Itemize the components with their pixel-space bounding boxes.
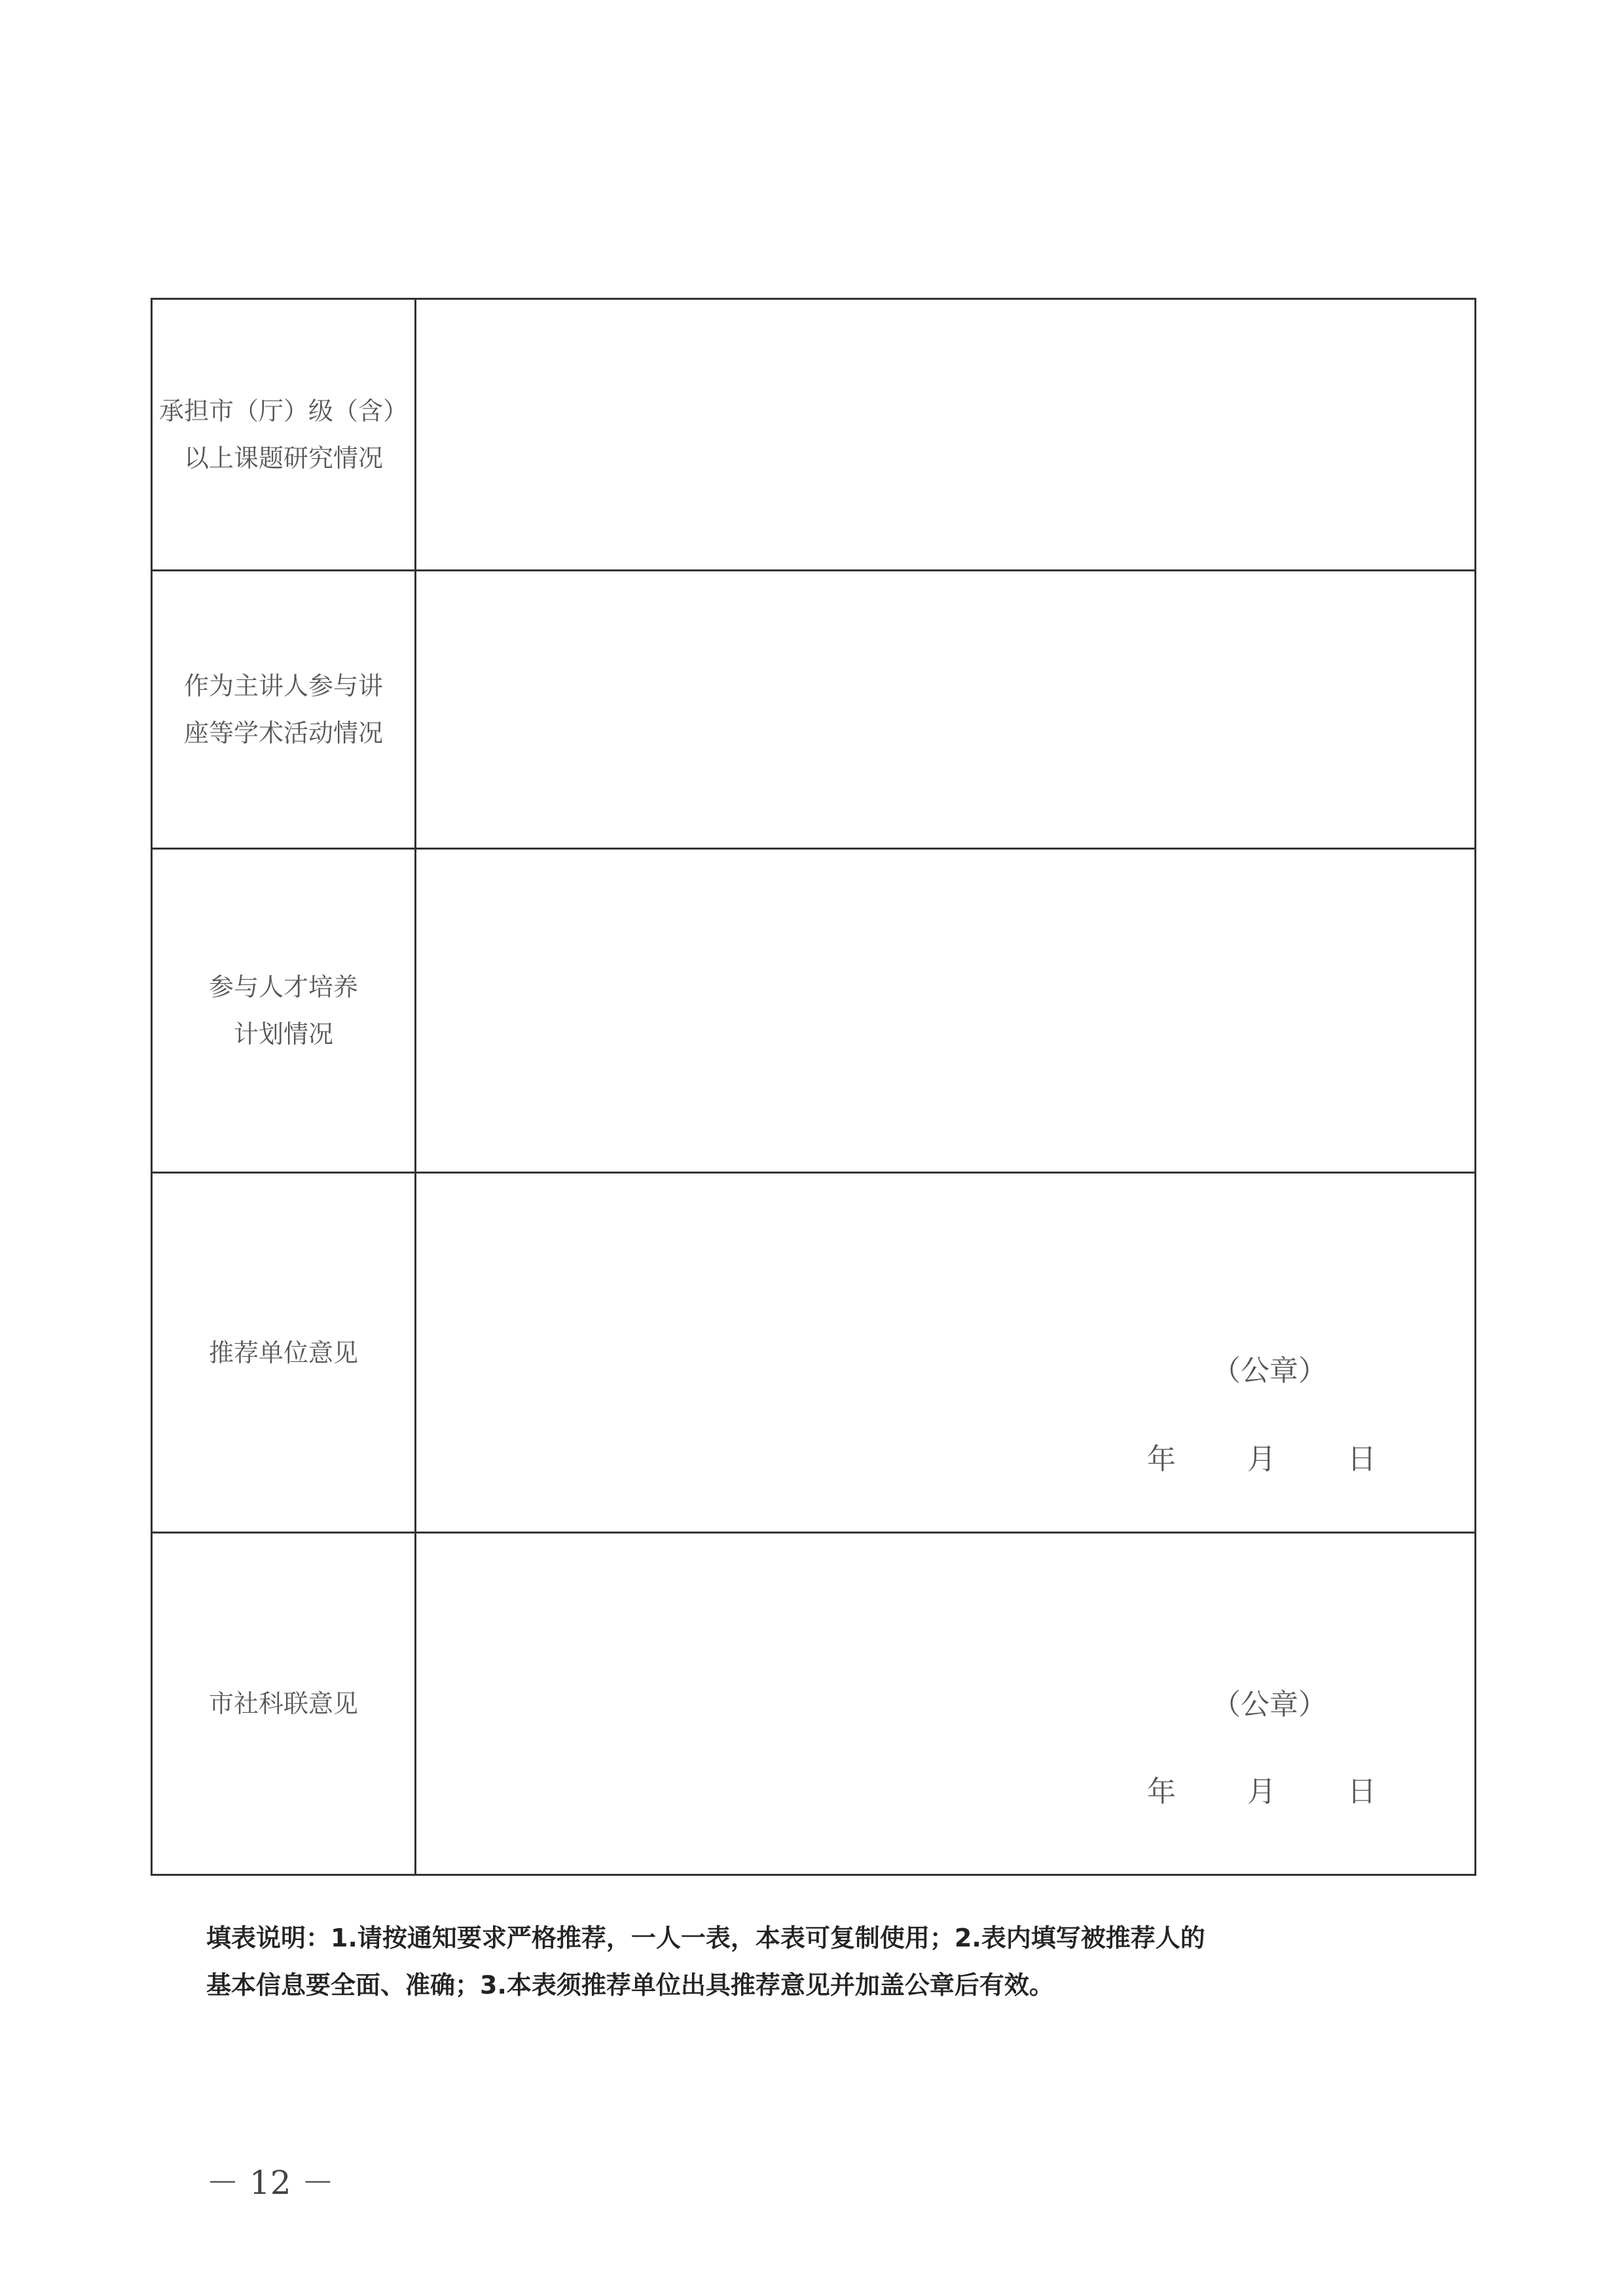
instructions-line: 基本信息要全面、准确；3.本表须推荐单位出具推荐意见并加盖公章后有效。 — [206, 1971, 1054, 2000]
date-month-label: 月 — [1247, 1443, 1276, 1476]
date-day-label: 日 — [1347, 1443, 1376, 1476]
row-label — [152, 571, 416, 849]
research-projects-field[interactable] — [416, 299, 1476, 571]
date-line — [1147, 1435, 1376, 1477]
row-label-line: 以上课题研究情况 — [183, 444, 383, 473]
instructions-line: 填表说明：1.请按通知要求严格推荐，一人一表，本表可复制使用；2.表内填写被推荐人的 — [206, 1924, 1205, 1952]
row-label — [152, 849, 416, 1173]
row-label-line: 推荐单位意见 — [208, 1338, 358, 1367]
row-label-line: 计划情况 — [233, 1020, 333, 1049]
row-label-line: 承担市（厅）级（含） — [158, 397, 408, 425]
date-year-label: 年 — [1147, 1775, 1176, 1808]
row-label — [152, 299, 416, 571]
recommender-opinion-field[interactable] — [416, 1173, 1476, 1533]
form-row-recommender-opinion — [152, 1173, 1476, 1533]
talent-program-field[interactable] — [416, 849, 1476, 1173]
row-label-line: 参与人才培养 — [208, 973, 358, 1001]
official-seal-label: （公章） — [1212, 1354, 1327, 1388]
date-month-label: 月 — [1247, 1775, 1276, 1808]
row-label — [152, 1533, 416, 1875]
lectures-field[interactable] — [416, 571, 1476, 849]
row-label-line: 作为主讲人参与讲 — [183, 672, 383, 700]
form-row-lectures — [152, 571, 1476, 849]
row-label-line: 座等学术活动情况 — [183, 719, 383, 747]
row-label — [152, 1173, 416, 1533]
form-row-talent-program — [152, 849, 1476, 1173]
form-row-federation-opinion — [152, 1533, 1476, 1875]
date-day-label: 日 — [1347, 1775, 1376, 1808]
date-line — [1147, 1768, 1376, 1810]
form-instructions — [206, 1914, 1450, 2009]
application-form-table — [151, 298, 1476, 1876]
federation-opinion-field[interactable] — [416, 1533, 1476, 1875]
date-year-label: 年 — [1147, 1443, 1176, 1476]
page-number: － 12 － — [206, 2164, 335, 2202]
form-row-research-projects — [152, 299, 1476, 571]
row-label-line: 市社科联意见 — [208, 1689, 358, 1718]
official-seal-label: （公章） — [1212, 1688, 1327, 1721]
